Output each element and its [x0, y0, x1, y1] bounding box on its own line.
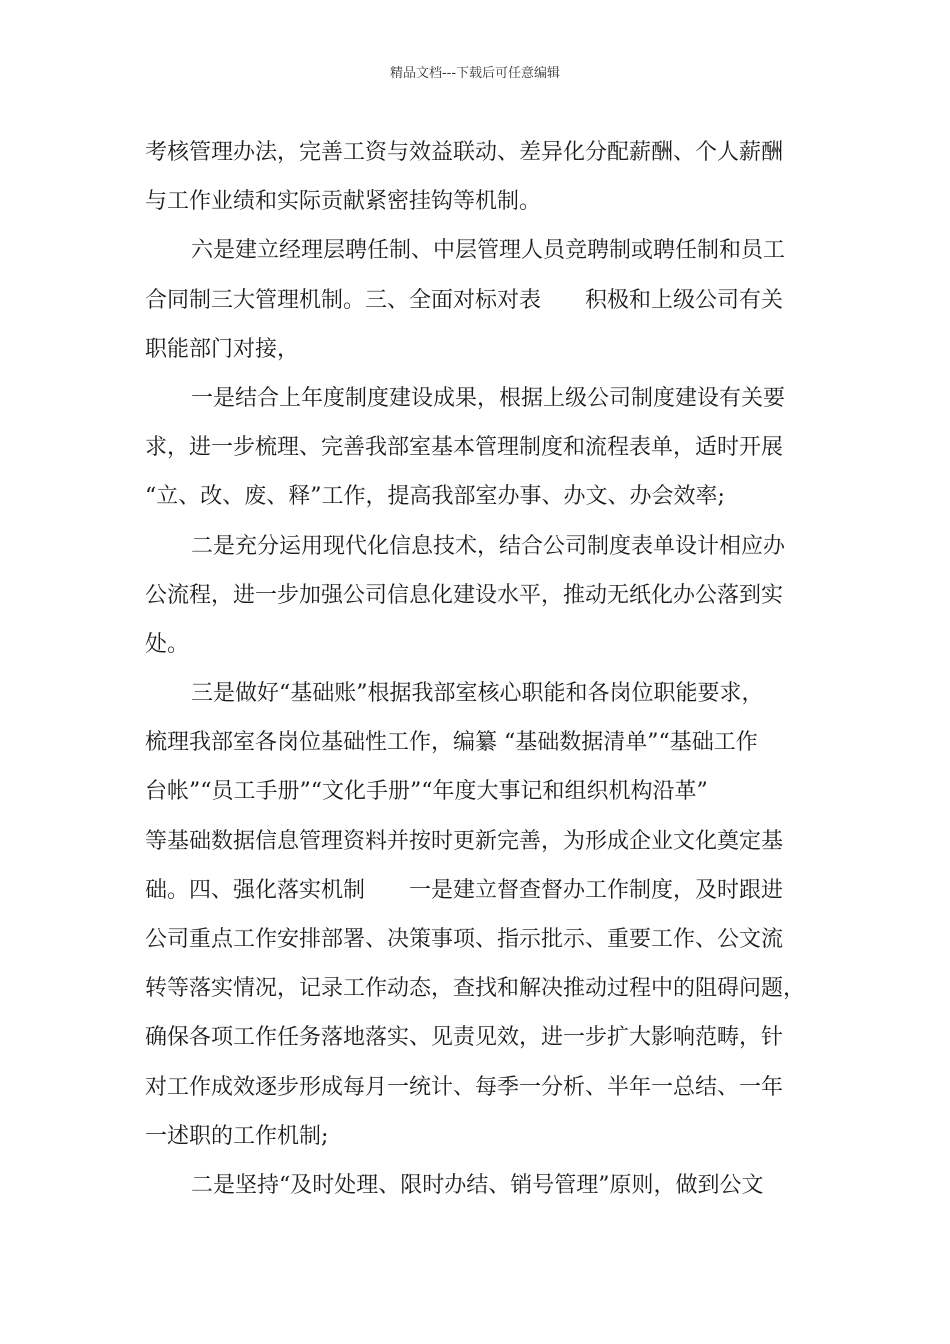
text-line: 梳理我部室各岗位基础性工作，编纂 “基础数据清单”“基础工作 [145, 730, 758, 756]
text-line: 础。四、强化落实机制 一是建立督查督办工作制度，及时跟进 [145, 877, 784, 903]
text-line: 职能部门对接， [145, 336, 300, 362]
text-line: 与工作业绩和实际贡献紧密挂钩等机制。 [145, 189, 542, 215]
text-line: 二是坚持“及时处理、限时办结、销号管理”原则，做到公文 [191, 1172, 764, 1198]
text-line: 考核管理办法，完善工资与效益联动、差异化分配薪酬、个人薪酬 [145, 140, 784, 165]
page-header: 精品文档---下载后可任意编辑 [389, 66, 561, 81]
text-line: 求，进一步梳理、完善我部室基本管理制度和流程表单，适时开展 [145, 435, 784, 461]
text-line: 等基础数据信息管理资料并按时更新完善，为形成企业文化奠定基 [145, 828, 784, 854]
text-line: 二是充分运用现代化信息技术，结合公司制度表单设计相应办 [191, 533, 786, 559]
text-line: 转等落实情况，记录工作动态，查找和解决推动过程中的阻碍问题， [145, 976, 806, 1002]
text-line: 对工作成效逐步形成每月一统计、每季一分析、半年一总结、一年 [145, 1074, 784, 1100]
text-line: 合同制三大管理机制。三、全面对标对表 积极和上级公司有关 [145, 287, 784, 313]
text-line: “立、改、废、释”工作，提高我部室办事、办文、办会效率; [145, 484, 725, 510]
document-body [145, 128, 817, 1210]
text-line: 六是建立经理层聘任制、中层管理人员竞聘制或聘任制和员工 [191, 238, 786, 264]
text-line: 公流程，进一步加强公司信息化建设水平，推动无纸化办公落到实 [145, 582, 784, 608]
text-line: 公司重点工作安排部署、决策事项、指示批示、重要工作、公文流 [145, 927, 784, 952]
text-line: 确保各项工作任务落地落实、见责见效，进一步扩大影响范畴，针 [145, 1025, 784, 1051]
text-line: 处。 [145, 631, 190, 657]
text-line: 一述职的工作机制; [145, 1123, 329, 1149]
text-line: 台帐”“员工手册”“文化手册”“年度大事记和组织机构沿革” [145, 779, 708, 805]
text-line: 一是结合上年度制度建设成果，根据上级公司制度建设有关要 [191, 385, 786, 411]
text-line: 三是做好“基础账”根据我部室核心职能和各岗位职能要求， [191, 681, 764, 707]
